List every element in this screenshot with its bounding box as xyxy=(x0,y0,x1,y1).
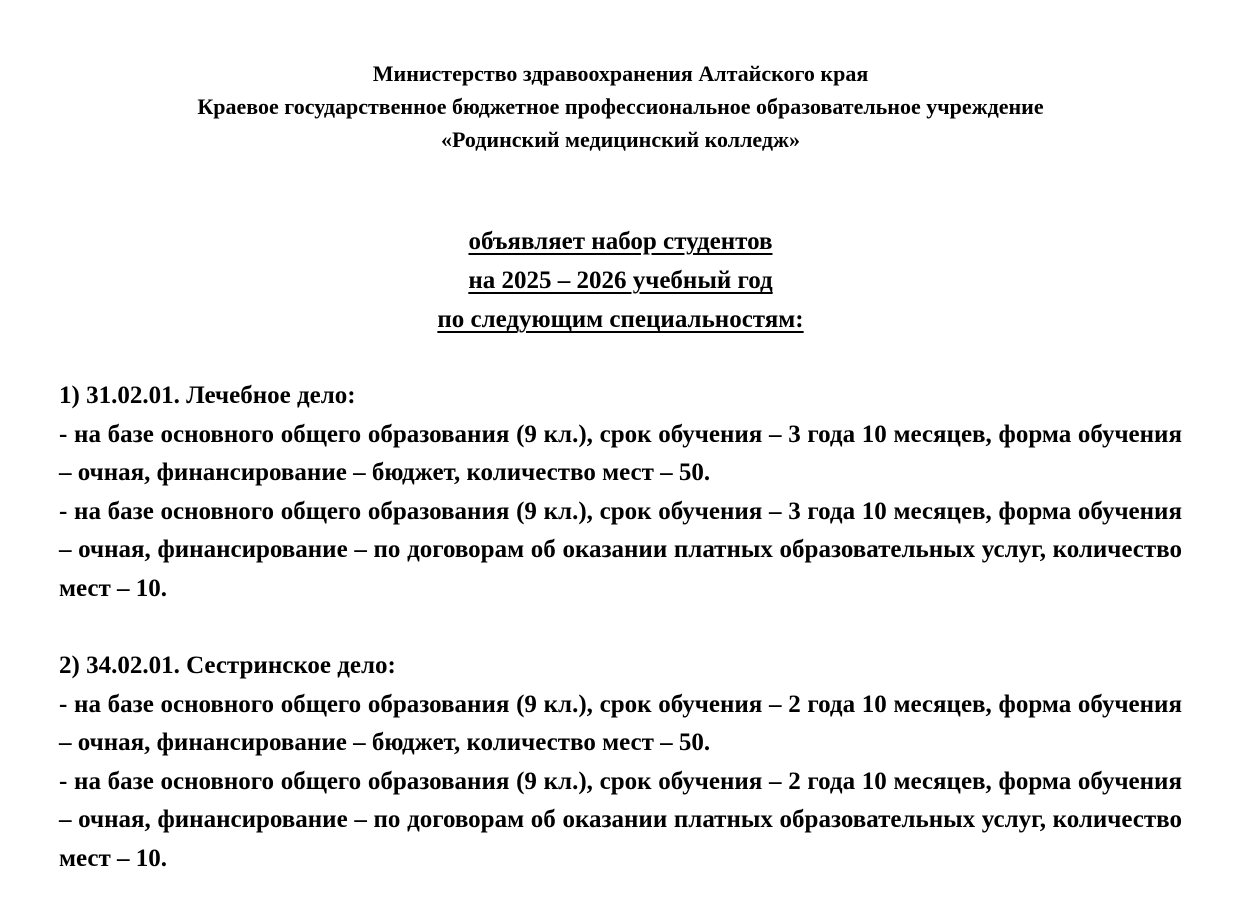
document-header xyxy=(0,57,1241,156)
announcement-line-3: по следующим специальностям: xyxy=(437,306,804,333)
announcement-line-2: на 2025 – 2026 учебный год xyxy=(468,267,773,294)
specialty-item-budget: - на базе основного общего образования (9 кл.), срок обучения – 2 года 10 месяцев, форма обучения – очная, финансирование – бюджет, количество мест – 50. xyxy=(59,690,1182,756)
specialty-section-nursing xyxy=(59,647,1182,878)
specialty-item-paid: - на базе основного общего образования (9 кл.), срок обучения – 2 года 10 месяцев, форма обучения – очная, финансирование – по договорам об оказании платных образовательных услуг, количество мест – 10. xyxy=(59,767,1182,872)
specialty-item-budget: - на базе основного общего образования (9 кл.), срок обучения – 3 года 10 месяцев, форма обучения – очная, финансирование – бюджет, количество мест – 50. xyxy=(59,420,1182,486)
specialty-item-paid: - на базе основного общего образования (9 кл.), срок обучения – 3 года 10 месяцев, форма обучения – очная, финансирование – по договорам об оказании платных образовательных услуг, количество мест – 10. xyxy=(59,497,1182,602)
specialty-title: 2) 34.02.01. Сестринское дело: xyxy=(59,652,396,679)
announcement-heading xyxy=(0,222,1241,339)
specialty-section-general-medicine xyxy=(59,377,1182,608)
announcement-line-1: объявляет набор студентов xyxy=(468,228,773,255)
college-name: «Родинский медицинский колледж» xyxy=(441,127,800,152)
specialty-title: 1) 31.02.01. Лечебное дело: xyxy=(59,382,356,409)
institution-type: Краевое государственное бюджетное профессиональное образовательное учреждение xyxy=(197,94,1044,119)
ministry-name: Министерство здравоохранения Алтайского края xyxy=(372,61,869,86)
